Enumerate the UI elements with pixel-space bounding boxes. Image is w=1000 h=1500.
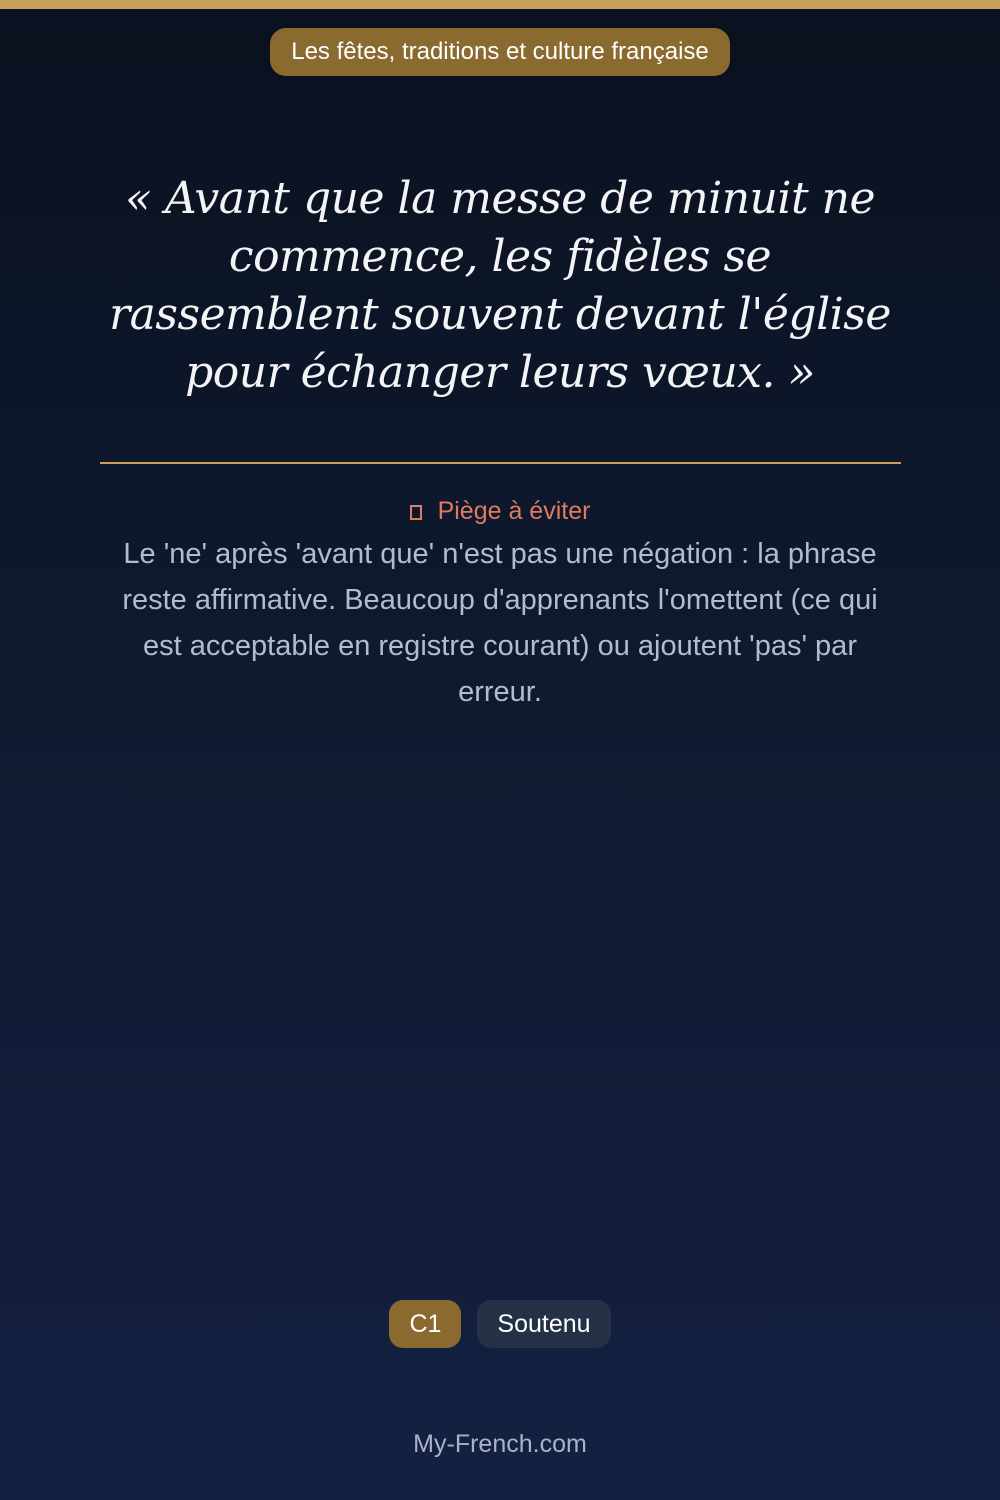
quote-text: « Avant que la messe de minuit ne commence, les fidèles se rassemblent souvent devant l'église pour échanger leurs vœux. » [109,173,891,398]
pitfall-heading [0,494,1000,528]
pitfall-explanation: Le 'ne' après 'avant que' n'est pas une négation : la phrase reste affirmative. Beaucoup d'apprenants l'omettent (ce qui est acceptable en registre courant) ou ajoutent 'pas' par erreur. [122,538,878,708]
topic-header [0,28,1000,76]
pitfall-title: Piège à éviter [437,497,591,525]
topic-badge: Les fêtes, traditions et culture française [270,28,730,76]
divider [100,462,901,464]
top-accent-bar [0,0,1000,9]
register-badge: Soutenu [477,1300,610,1348]
tag-list [0,1300,1000,1348]
warning-icon [410,505,422,520]
level-badge: C1 [389,1300,461,1348]
footer-brand: My-French.com [413,1430,587,1458]
